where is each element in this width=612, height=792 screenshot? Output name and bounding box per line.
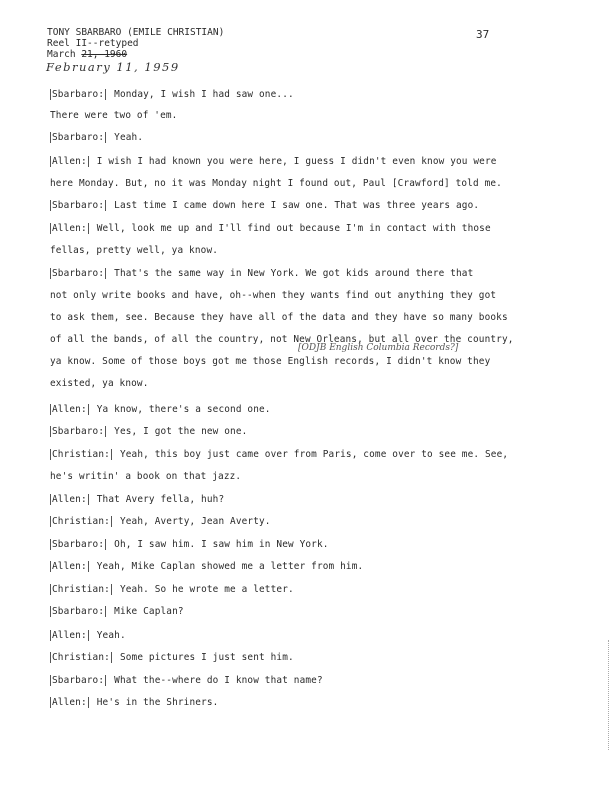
dialogue-line [50,675,323,686]
speaker-label: Sbarbaro: [52,89,105,100]
dialogue-text: Yeah. [96,630,126,641]
speaker-label: Christian: [52,449,110,460]
dialogue-line [50,539,329,550]
dialogue-line [50,426,247,437]
transcript-header [47,27,224,60]
dialogue-text: Mike Caplan? [114,606,184,617]
dialogue-line [50,223,491,234]
dialogue-text: Oh, I saw him. I saw him in New York. [114,539,329,550]
speaker-label: Allen: [52,494,87,505]
speaker-label: Sbarbaro: [52,268,105,279]
speaker-label: Sbarbaro: [52,200,105,211]
dialogue-text: That's the same way in New York. We got kids around there that [114,268,474,279]
speaker-label: Sbarbaro: [52,132,105,143]
dialogue-text: He's in the Shriners. [96,697,219,708]
speaker-label: Sbarbaro: [52,675,105,686]
header-date-prefix: March [47,49,82,60]
speaker-label: Allen: [52,630,87,641]
dialogue-line [50,378,149,389]
header-title: TONY SBARBARO (EMILE CHRISTIAN) [47,27,225,38]
dialogue-text: Yeah. So he wrote me a letter. [119,584,294,595]
dialogue-text: Yeah, Mike Caplan showed me a letter from him. [96,561,364,572]
speaker-label: Allen: [52,223,87,234]
dialogue-text: to ask them, see. Because they have all of the data and they have so many books [50,312,508,323]
speaker-label: Sbarbaro: [52,539,105,550]
dialogue-text: not only write books and have, oh--when they wants find out anything they got [50,290,497,301]
speaker-label: Sbarbaro: [52,606,105,617]
handwritten-annotation: [ODJB English Columbia Records?] [298,343,459,353]
dialogue-text: existed, ya know. [50,378,149,389]
header-reel: Reel II--retyped [47,38,139,49]
dialogue-text: Yeah, Averty, Jean Averty. [119,516,271,527]
page-number: 37 [476,28,490,41]
dialogue-line [50,110,177,121]
dialogue-text: Well, look me up and I'll find out because I'm in contact with those [96,223,491,234]
dialogue-text: Yeah, this boy just came over from Paris, come over to see me. See, [119,449,509,460]
dialogue-text: Yeah. [114,132,144,143]
speaker-label: Christian: [52,584,110,595]
dialogue-line [50,132,143,143]
dialogue-text: I wish I had known you were here, I guess I didn't even know you were [96,156,497,167]
dialogue-text: Ya know, there's a second one. [96,404,271,415]
dialogue-line [50,356,490,367]
page-edge-marks [604,640,609,750]
dialogue-text: of all the bands, of all the country, not New Orleans, but all over the country, [50,334,514,345]
dialogue-line [50,156,497,167]
dialogue-line [50,200,479,211]
dialogue-text: Some pictures I just sent him. [119,652,294,663]
handwritten-date: February 11, 1959 [46,60,180,74]
dialogue-line [50,178,502,189]
speaker-label: Sbarbaro: [52,426,105,437]
dialogue-text: Last time I came down here I saw one. That was three years ago. [114,200,480,211]
header-date-line [47,49,224,60]
dialogue-text: What the--where do I know that name? [114,675,323,686]
dialogue-line [50,89,294,100]
speaker-label: Allen: [52,404,87,415]
dialogue-line [50,290,496,301]
dialogue-line [50,630,126,641]
dialogue-line [50,404,271,415]
speaker-label: Christian: [52,652,110,663]
dialogue-line [50,268,473,279]
dialogue-line [50,245,218,256]
speaker-label: Allen: [52,561,87,572]
dialogue-line [50,652,294,663]
speaker-label: Allen: [52,697,87,708]
dialogue-line [50,449,508,460]
dialogue-line [50,494,224,505]
header-date-struck: 21, 1960 [81,49,128,60]
dialogue-text: Yes, I got the new one. [114,426,248,437]
speaker-label: Christian: [52,516,110,527]
dialogue-line [50,697,218,708]
dialogue-text: There were two of 'em. [50,110,178,121]
dialogue-line [50,606,184,617]
dialogue-line [50,471,241,482]
dialogue-line [50,584,294,595]
dialogue-line [50,561,363,572]
dialogue-line [50,312,508,323]
dialogue-text: he's writin' a book on that jazz. [50,471,242,482]
dialogue-text: That Avery fella, huh? [96,494,225,505]
dialogue-text: here Monday. But, no it was Monday night I found out, Paul [Crawford] told me. [50,178,502,189]
dialogue-text: fellas, pretty well, ya know. [50,245,219,256]
dialogue-text: Monday, I wish I had saw one... [114,89,294,100]
dialogue-line [50,516,271,527]
speaker-label: Allen: [52,156,87,167]
dialogue-text: ya know. Some of those boys got me those English records, I didn't know they [50,356,491,367]
